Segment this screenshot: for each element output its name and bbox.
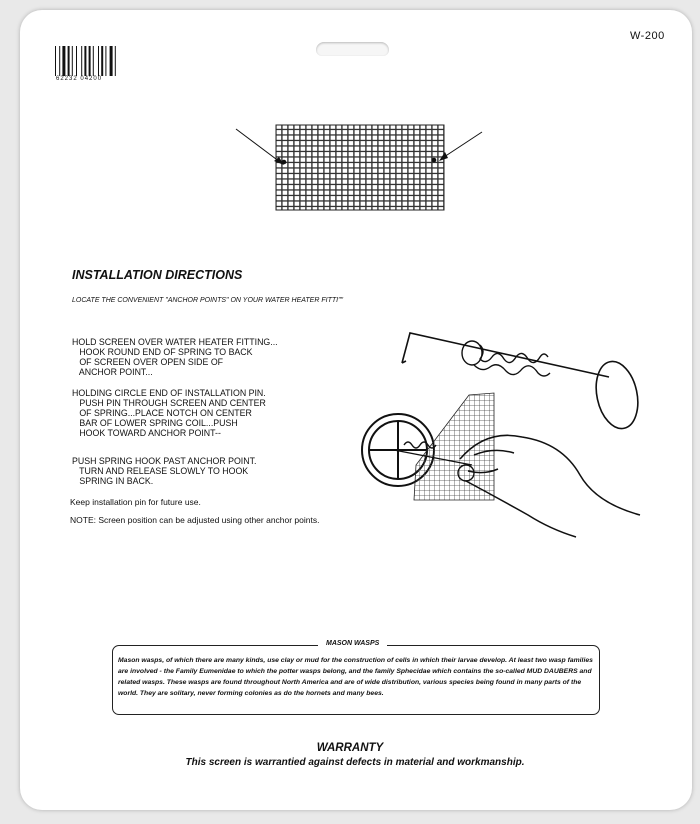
barcode-bar [89,46,91,76]
barcode-bar [115,46,116,76]
installation-pin [402,333,644,432]
note-text: NOTE: Screen position can be adjusted using other anchor points. [70,515,320,525]
keep-pin-text: Keep installation pin for future use. [70,497,201,507]
barcode-bar [76,46,77,76]
barcode-bar [68,46,70,76]
mason-wasps-title: MASON WASPS [318,640,387,647]
warranty-title: WARRANTY [316,742,384,754]
anchor-point-left [282,160,287,165]
barcode-bar [101,46,103,76]
step-3-text: PUSH SPRING HOOK PAST ANCHOR POINT. TURN AND RELEASE SLOWLY TO HOOK SPRING IN BACK. [72,456,257,486]
barcode-bar [59,46,60,76]
warranty-text: This screen is warrantied against defects in material and workmanship. [185,757,525,768]
installation-illustration [354,325,650,545]
barcode-bar [55,46,56,76]
step-2-text: HOLDING CIRCLE END OF INSTALLATION PIN. PUSH PIN THROUGH SCREEN AND CENTER OF SPRING...PLACE NOTCH ON CENTER BAR OF LOWER SPRING COIL...PUSH HOOK TOWARD ANCHOR POINT-- [72,388,266,438]
screen-diagram [234,124,484,224]
barcode-number: 62232 04200 [56,76,103,82]
barcode-bar [93,46,94,76]
barcode-image [54,46,120,76]
mason-wasps-text: Mason wasps, of which there are many kinds, use clay or mud for the construction of cells in which their larvae develop. At least two wasp families are involved - the Family Eumenidae to which the potter wasps belong, and the family Sphecidae which contains the so-called MUD DAUBERS and related wasps. These wasps are found throughout North America and are of wide distribution, various species being found in many parts of the world. They are solitary, never forming colonies as do the hornets and many bees. [118,657,593,697]
hang-hole [316,42,389,56]
model-number: W-200 [630,30,665,42]
barcode-bar [98,46,99,76]
barcode-bar [84,46,86,76]
installation-title: INSTALLATION DIRECTIONS [72,268,243,282]
spring [462,341,550,376]
locate-instruction: LOCATE THE CONVENIENT "ANCHOR POINTS" ON YOUR WATER HEATER FITTI"" [72,297,344,304]
barcode-bar [81,46,82,76]
step-1-text: HOLD SCREEN OVER WATER HEATER FITTING... HOOK ROUND END OF SPRING TO BACK OF SCREEN OVER OPEN SIDE OF ANCHOR POINT... [72,337,278,377]
barcode-bar [110,46,113,76]
right-arrow [439,132,482,161]
barcode-bar [105,46,106,76]
barcode-bar [62,46,65,76]
anchor-point-right [432,158,437,163]
barcode-bar [72,46,73,76]
